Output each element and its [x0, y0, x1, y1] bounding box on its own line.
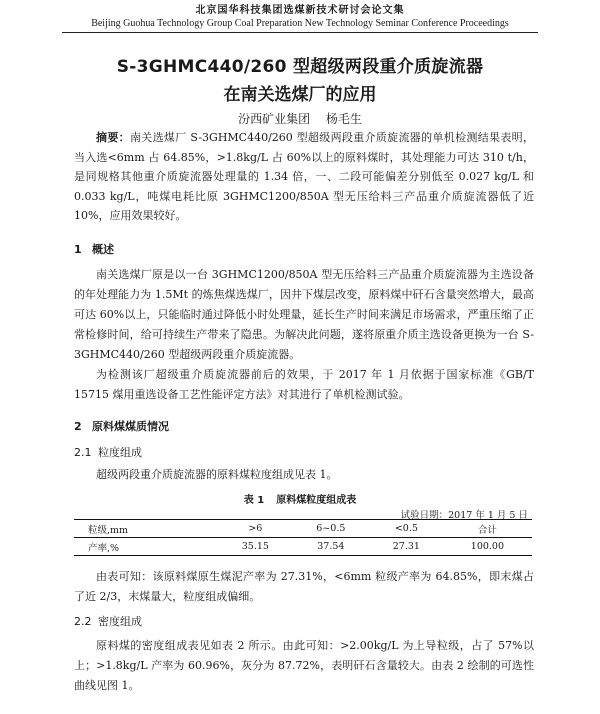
table-1-number: 表 1	[243, 495, 265, 506]
section-1-paragraph-1: 南关选煤厂原是以一台 3GHMC1200/850A 型无压给料三产品重介质旋流器为主选设备的年处理能力为 1.5Mt 的炼焦煤选煤厂，因井下煤层改变，原料煤中矸石含量突然增大，最高可达 60%以上，只能临时通过降低小时处理量，延长生产时间来满足市场需求，严重压缩了正常检修时间，给可持续生产带来了隐患。为解决此问题，遂将原重介质主选设备更换为一台 S-3GHMC440/260 型超级两段重介质旋流器。	[74, 268, 534, 361]
table-cell: 37.54	[317, 541, 345, 552]
table-row	[74, 538, 532, 556]
section-1-title: 概述	[92, 243, 114, 256]
section-1-number: 1	[74, 243, 82, 256]
table-header-row	[74, 520, 532, 538]
subsection-2-1-number: 2.1	[74, 446, 92, 459]
section-2-heading	[74, 418, 169, 434]
density-paragraph: 原料煤的密度组成表见如表 2 所示。由此可知：>2.00kg/L 为上导粒级，占了 57%以上；>1.8kg/L 产率为 60.96%，灰分为 87.72%，表明矸石含量较大。由表 2 绘制的可选性曲线见图 1。	[74, 639, 534, 692]
table-1-caption	[0, 491, 600, 506]
table-intro: 超级两段重介质旋流器的原料煤粒度组成见表 1。	[96, 468, 338, 481]
subsection-2-1-heading	[74, 444, 142, 460]
proceedings-title-en: Beijing Guohua Technology Group Coal Preparation New Technology Seminar Conference Proceedings	[91, 18, 509, 29]
running-header	[0, 4, 600, 30]
table-header-cell: >6	[248, 523, 263, 534]
table-header-cell: <0.5	[394, 523, 418, 534]
table-1-test-date: 试验日期：2017 年 1 月 5 日	[400, 510, 528, 521]
table-header-cell: 粒级,mm	[88, 524, 129, 536]
paper-title-line2: 在南关选煤厂的应用	[223, 85, 377, 105]
subsection-2-2-number: 2.2	[74, 615, 92, 628]
section-1-heading	[74, 241, 114, 257]
table-analysis: 由表可知：该原料煤原生煤泥产率为 27.31%，<6mm 粒级产率为 64.85%，即末煤占了近 2/3，末煤量大，粒度组成偏细。	[74, 570, 534, 603]
table-header-cell: 6~0.5	[316, 523, 346, 534]
table-cell: 100.00	[470, 541, 505, 552]
abstract	[74, 128, 534, 226]
table-cell: 27.31	[392, 541, 420, 552]
author-line	[0, 110, 600, 127]
subsection-2-2-heading	[74, 613, 142, 629]
abstract-label: 摘要：	[96, 131, 130, 144]
abstract-text: 南关选煤厂 S-3GHMC440/260 型超级两段重介质旋流器的单机检测结果表明，当入选<6mm 占 64.85%，>1.8kg/L 占 60%以上的原料煤时，其处理能力可达 310 t/h，是同规格其他重介质旋流器处理量的 1.34 倍，一、二段可能偏差分别低至 0.027 kg/L 和 0.033 kg/L，吨煤电耗比原 3GHMC1200/850A 型无压给料三产品重介质旋流器低了近 10%，应用效果较好。	[74, 131, 535, 222]
paper-title-line1: S-3GHMC440/260 型超级两段重介质旋流器	[116, 57, 484, 77]
section-2-number: 2	[74, 420, 82, 433]
table-cell: 35.15	[241, 541, 269, 552]
header-rule	[62, 32, 538, 33]
proceedings-title-cn: 北京国华科技集团选煤新技术研讨会论文集	[195, 5, 405, 16]
table-header-cell: 合计	[477, 524, 497, 536]
table-cell: 产率,%	[88, 542, 120, 554]
table-1-title: 原料煤粒度组成表	[276, 495, 357, 506]
section-2-title: 原料煤煤质情况	[92, 420, 169, 433]
section-1-paragraph-2: 为检测该厂超级重介质旋流器前后的效果，于 2017 年 1 月依据于国家标准《GB/T 15715 煤用重选设备工艺性能评定方法》对其进行了单机检测试验。	[74, 368, 534, 401]
table-1	[74, 519, 532, 556]
affiliation: 汾西矿业集团	[238, 112, 311, 126]
author-name: 杨毛生	[325, 112, 362, 126]
subsection-2-2-title: 密度组成	[98, 615, 142, 628]
subsection-2-1-title: 粒度组成	[98, 446, 142, 459]
